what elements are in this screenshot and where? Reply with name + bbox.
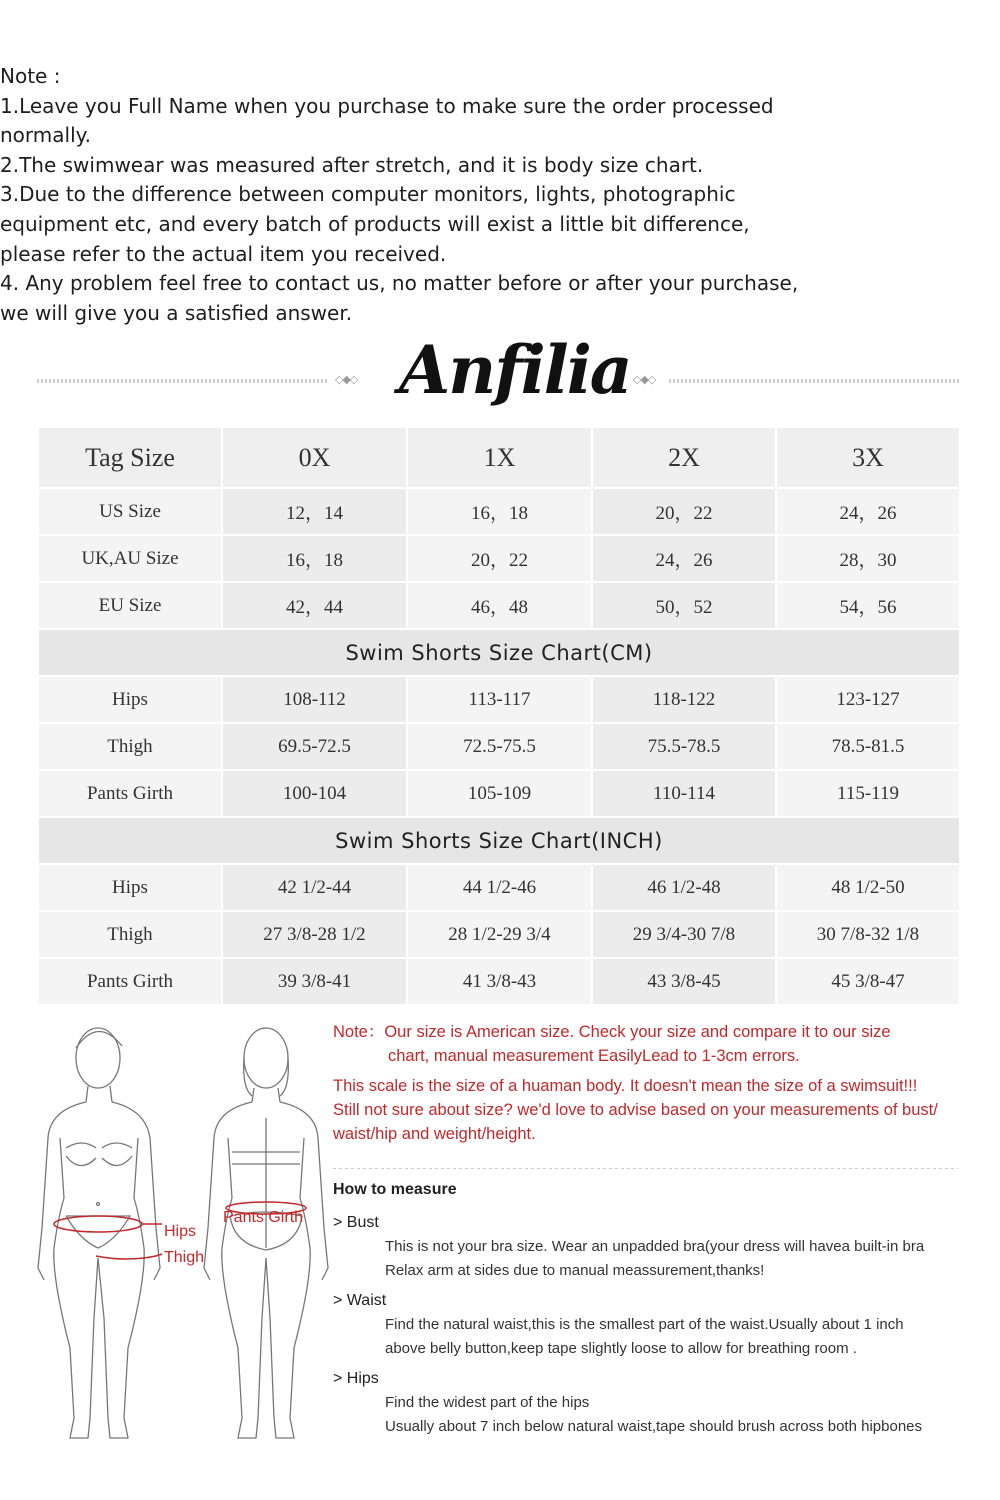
- scale-note-line2: Still not sure about size? we'd love to advise based on your measurements of bust/: [333, 1101, 938, 1119]
- table-cell: 110-114: [592, 770, 776, 817]
- section-row-inch: [38, 817, 960, 864]
- pants-girth-label: Pants Girth: [223, 1209, 304, 1226]
- divider: [333, 1168, 958, 1169]
- table-row: [38, 958, 960, 1005]
- table-cell: 30 7/8-32 1/8: [776, 911, 960, 958]
- table-cell: 44 1/2-46: [407, 864, 592, 911]
- notes-block: [0, 62, 800, 328]
- table-cell: 24，26: [776, 488, 960, 535]
- table-cell: 78.5-81.5: [776, 723, 960, 770]
- bust-body-line1: This is not your bra size. Wear an unpadded bra(your dress will havea built-in bra: [385, 1238, 925, 1255]
- size-note-line1: Note：Our size is American size. Check your size and compare it to our size: [333, 1023, 891, 1041]
- table-row: [38, 911, 960, 958]
- table-cell: 20，22: [407, 535, 592, 582]
- row-label: Thigh: [38, 911, 222, 958]
- table-cell: 54，56: [776, 582, 960, 629]
- table-cell: 42 1/2-44: [222, 864, 407, 911]
- header-cell: 2X: [592, 427, 776, 488]
- table-cell: 115-119: [776, 770, 960, 817]
- body-measurement-figures: [30, 1018, 330, 1458]
- table-cell: 24，26: [592, 535, 776, 582]
- waist-body-line1: Find the natural waist,this is the smallest part of the waist.Usually about 1 inch: [385, 1316, 904, 1333]
- table-cell: 108-112: [222, 676, 407, 723]
- row-label: Thigh: [38, 723, 222, 770]
- table-cell: 72.5-75.5: [407, 723, 592, 770]
- size-note-line2: chart, manual measurement EasilyLead to 1-3cm errors.: [388, 1047, 800, 1065]
- decorative-line-left: [37, 379, 327, 383]
- table-cell: 27 3/8-28 1/2: [222, 911, 407, 958]
- hips-body-line1: Find the widest part of the hips: [385, 1394, 590, 1411]
- table-cell: 45 3/8-47: [776, 958, 960, 1005]
- table-cell: 29 3/4-30 7/8: [592, 911, 776, 958]
- hips-body-line2: Usually about 7 inch below natural waist,tape should brush across both hipbones: [385, 1418, 922, 1435]
- waist-title: > Waist: [333, 1292, 387, 1309]
- header-cell: Tag Size: [38, 427, 222, 488]
- table-row: [38, 864, 960, 911]
- table-row: [38, 723, 960, 770]
- note-4: 4. Any problem feel free to contact us, no matter before or after your purchase, we will give you a satisfied answer.: [0, 271, 799, 325]
- table-row: [38, 488, 960, 535]
- table-cell: 16，18: [222, 535, 407, 582]
- decorative-line-right: [669, 379, 959, 383]
- diamond-ornament-left: ◇◆◇: [335, 373, 358, 386]
- row-label: EU Size: [38, 582, 222, 629]
- scale-note-line1: This scale is the size of a huaman body. It doesn't mean the size of a swimsuit!!!: [333, 1077, 918, 1095]
- table-row: [38, 676, 960, 723]
- table-cell: 100-104: [222, 770, 407, 817]
- note-1: 1.Leave you Full Name when you purchase to make sure the order processed normally.: [0, 93, 774, 148]
- note-heading: Note :: [0, 64, 61, 88]
- table-cell: 46 1/2-48: [592, 864, 776, 911]
- table-cell: 20，22: [592, 488, 776, 535]
- size-chart-table: [37, 426, 961, 1006]
- measurement-guide: [333, 1020, 983, 1445]
- header-cell: 1X: [407, 427, 592, 488]
- table-cell: 46，48: [407, 582, 592, 629]
- bust-title: > Bust: [333, 1214, 379, 1231]
- table-cell: 105-109: [407, 770, 592, 817]
- table-cell: 69.5-72.5: [222, 723, 407, 770]
- header-cell: 0X: [222, 427, 407, 488]
- table-cell: 43 3/8-45: [592, 958, 776, 1005]
- hips-label: Hips: [164, 1223, 197, 1240]
- how-to-measure-title: How to measure: [333, 1181, 457, 1198]
- bust-body-line2: Relax arm at sides due to manual meassurement,thanks!: [385, 1262, 765, 1279]
- table-row: [38, 582, 960, 629]
- note-3: 3.Due to the difference between computer monitors, lights, photographic equipment etc, and every batch of products will exist a little bit difference, please refer to the actual item you received.: [0, 182, 750, 266]
- row-label: Hips: [38, 864, 222, 911]
- row-label: Pants Girth: [38, 958, 222, 1005]
- row-label: UK,AU Size: [38, 535, 222, 582]
- table-cell: 123-127: [776, 676, 960, 723]
- table-cell: 16，18: [407, 488, 592, 535]
- table-cell: 113-117: [407, 676, 592, 723]
- scale-note-line3: waist/hip and weight/height.: [333, 1125, 536, 1143]
- table-cell: 118-122: [592, 676, 776, 723]
- table-cell: 28，30: [776, 535, 960, 582]
- brand-logo: Anfilia: [399, 331, 631, 409]
- table-row: [38, 770, 960, 817]
- section-title-inch: Swim Shorts Size Chart(INCH): [38, 817, 960, 864]
- section-title-cm: Swim Shorts Size Chart(CM): [38, 629, 960, 676]
- waist-body-line2: above belly button,keep tape slightly loose to allow for breathing room .: [385, 1340, 857, 1357]
- table-row: [38, 535, 960, 582]
- table-cell: 48 1/2-50: [776, 864, 960, 911]
- thigh-label: Thigh: [164, 1249, 205, 1266]
- section-row-cm: [38, 629, 960, 676]
- diamond-ornament-right: ◇◆◇: [633, 373, 656, 386]
- header-cell: 3X: [776, 427, 960, 488]
- table-cell: 75.5-78.5: [592, 723, 776, 770]
- row-label: Pants Girth: [38, 770, 222, 817]
- table-cell: 42，44: [222, 582, 407, 629]
- table-header-row: [38, 427, 960, 488]
- row-label: Hips: [38, 676, 222, 723]
- note-2: 2.The swimwear was measured after stretch, and it is body size chart.: [0, 152, 704, 177]
- table-cell: 12，14: [222, 488, 407, 535]
- row-label: US Size: [38, 488, 222, 535]
- table-cell: 39 3/8-41: [222, 958, 407, 1005]
- table-cell: 28 1/2-29 3/4: [407, 911, 592, 958]
- hips-title: > Hips: [333, 1370, 379, 1387]
- table-cell: 50，52: [592, 582, 776, 629]
- table-cell: 41 3/8-43: [407, 958, 592, 1005]
- brand-header: [37, 331, 959, 420]
